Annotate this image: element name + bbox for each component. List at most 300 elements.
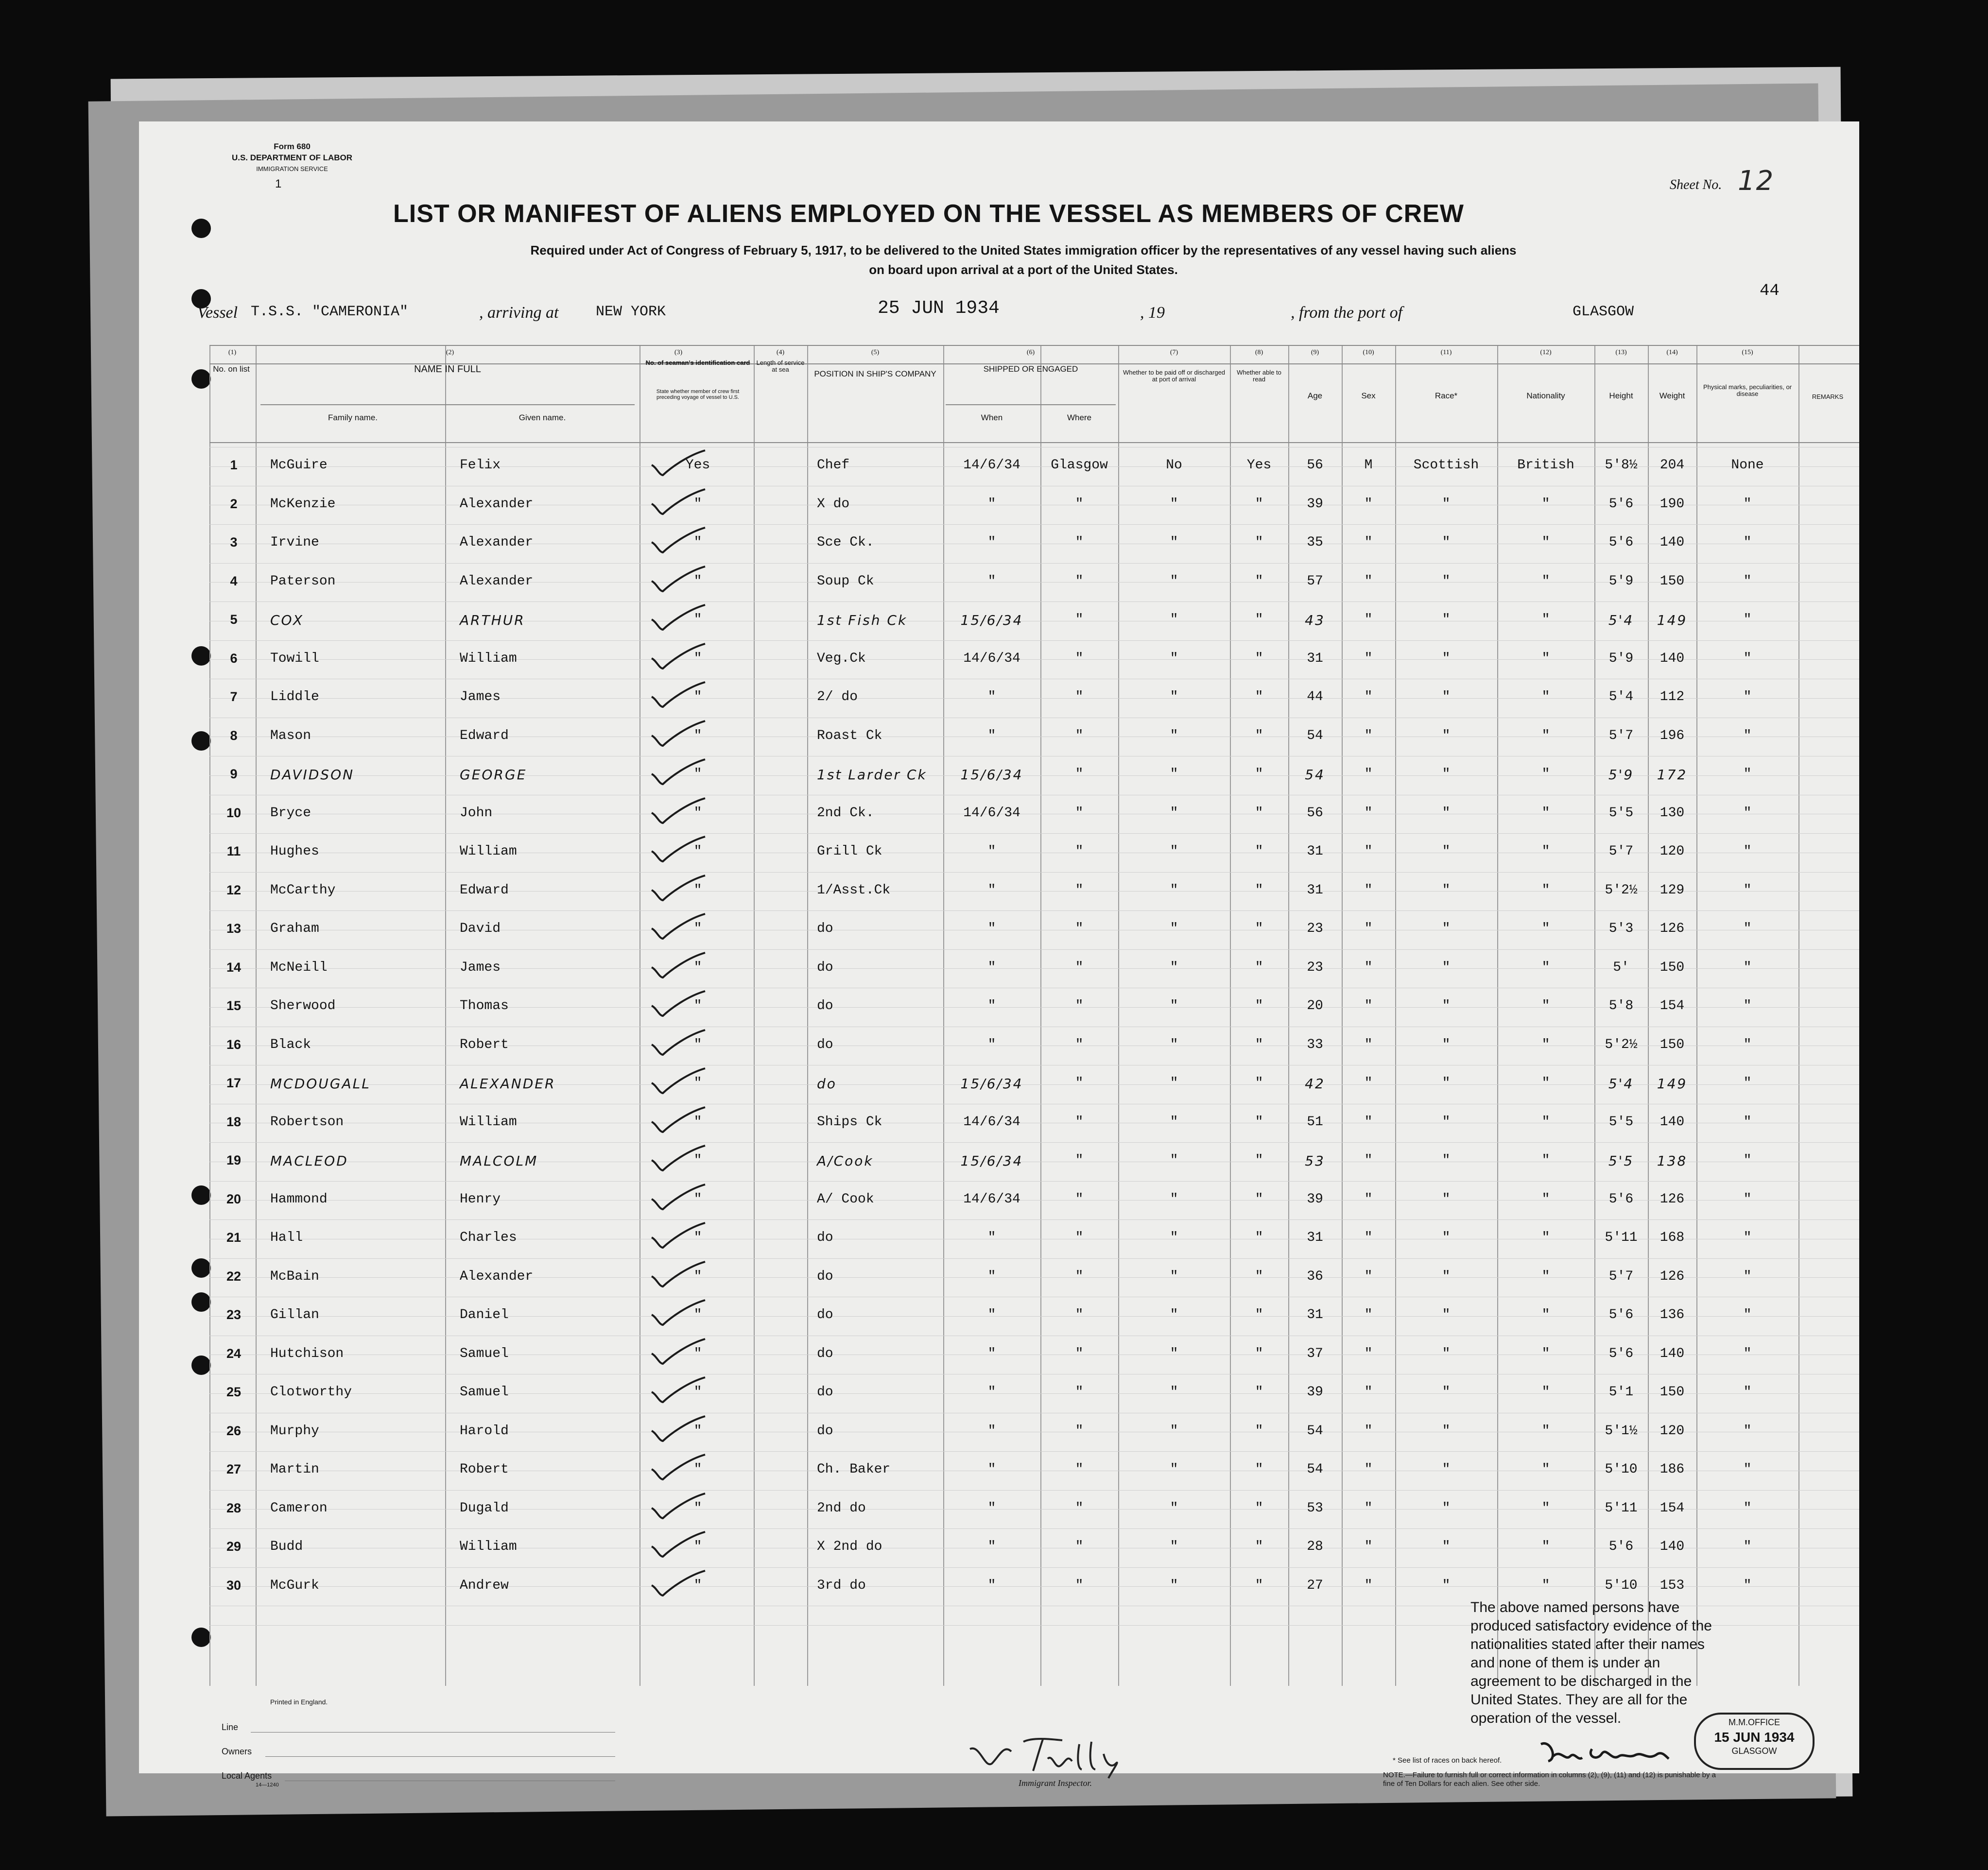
height-cell: 5'6 (1608, 496, 1634, 512)
where-cell: " (1075, 1578, 1084, 1593)
nationality-statement: The above named persons have produced satisfactory evidence of the nationalities stated after their names and none of them is under an agreement to be discharged in the United States. They are all for the operation of the vessel. (1470, 1599, 1712, 1726)
header-given-name: Given name. (519, 413, 566, 422)
line-label: Line (222, 1722, 239, 1732)
given-name-cell: William (460, 1114, 517, 1130)
sex-cell: " (1364, 1076, 1373, 1091)
where-cell: " (1075, 921, 1084, 936)
weight-cell: 140 (1660, 651, 1685, 666)
given-name-cell: Samuel (460, 1346, 509, 1361)
corner-number: 44 (1760, 282, 1780, 300)
card-cell: Yes (685, 458, 710, 473)
card-cell: " (693, 1423, 702, 1439)
paid-off-cell: " (1170, 496, 1178, 512)
race-cell: " (1442, 1307, 1451, 1322)
race-cell: " (1442, 1462, 1451, 1477)
check-mark-icon (649, 873, 708, 902)
sex-cell: " (1364, 1114, 1373, 1130)
age-cell: 54 (1307, 1423, 1323, 1439)
check-mark-icon (649, 989, 708, 1018)
nationality-cell: " (1541, 1578, 1550, 1593)
when-cell: " (987, 1500, 996, 1516)
read-cell: " (1255, 1153, 1263, 1168)
row-number: 18 (226, 1114, 242, 1129)
where-cell: " (1075, 1462, 1084, 1477)
check-mark-icon (649, 1375, 708, 1404)
family-name-cell: Clotworthy (270, 1385, 352, 1400)
race-cell: " (1442, 844, 1451, 859)
column-rule (1342, 345, 1343, 1686)
where-cell: " (1075, 1423, 1084, 1439)
race-cell: " (1442, 1076, 1451, 1091)
family-name-cell: Cameron (270, 1500, 328, 1516)
age-cell: 31 (1307, 651, 1323, 666)
when-cell: " (987, 1346, 996, 1361)
marks-cell: " (1743, 1153, 1752, 1168)
weight-cell: 140 (1660, 1346, 1685, 1361)
paid-off-cell: " (1170, 1153, 1178, 1168)
read-cell: " (1255, 1191, 1263, 1207)
position-cell: do (817, 1346, 833, 1361)
where-cell: " (1075, 1500, 1084, 1516)
row-number: 24 (226, 1346, 242, 1361)
sex-cell: " (1364, 1423, 1373, 1439)
weight-cell: 186 (1660, 1462, 1685, 1477)
header-physical-marks: Physical marks, peculiarities, or disease (1703, 383, 1792, 397)
nationality-cell: " (1541, 1076, 1550, 1091)
paid-off-cell: " (1170, 1578, 1178, 1593)
paid-off-cell: " (1170, 1307, 1178, 1322)
where-cell: " (1075, 1191, 1084, 1207)
column-number: (7) (1170, 349, 1178, 356)
weight-cell: 153 (1660, 1578, 1685, 1593)
weight-cell: 149 (1657, 612, 1688, 628)
height-cell: 5'11 (1605, 1230, 1638, 1245)
age-cell: 43 (1305, 612, 1325, 628)
when-cell: " (987, 998, 996, 1013)
marks-cell: " (1743, 998, 1752, 1013)
row-number: 23 (226, 1307, 242, 1322)
family-name-cell: McBain (270, 1269, 319, 1284)
when-cell: " (987, 1307, 996, 1322)
row-number: 8 (230, 728, 238, 743)
family-name-cell: Hall (270, 1230, 303, 1245)
card-cell: " (693, 1539, 702, 1554)
header-no-on-list: No. on list (213, 364, 250, 374)
check-mark-icon (649, 525, 708, 554)
sex-cell: " (1364, 1346, 1373, 1361)
arriving-label: , arriving at (479, 304, 559, 322)
nationality-cell: " (1541, 496, 1550, 512)
nationality-cell: " (1541, 998, 1550, 1013)
position-cell: 1/Asst.Ck (817, 882, 891, 898)
header-position: POSITION IN SHIP'S COMPANY (814, 369, 936, 378)
row-rule (209, 910, 1859, 911)
given-name-cell: Alexander (460, 535, 534, 550)
position-cell: do (817, 1269, 833, 1284)
race-cell: " (1442, 1191, 1451, 1207)
where-cell: Glasgow (1051, 458, 1108, 473)
weight-cell: 168 (1660, 1230, 1685, 1245)
check-mark-icon (649, 487, 708, 516)
marks-cell: " (1743, 728, 1752, 743)
card-cell: " (693, 1076, 702, 1091)
marks-cell: " (1743, 1076, 1752, 1091)
column-rule (1040, 345, 1041, 1686)
sex-cell: " (1364, 535, 1373, 550)
paid-off-cell: " (1170, 1076, 1178, 1091)
when-cell: " (987, 496, 996, 512)
paid-off-cell: " (1170, 573, 1178, 589)
subtitle-line-1: Required under Act of Congress of February 5, 1917, to be delivered to the United States immigration officer by the representatives of any vessel having such aliens (530, 243, 1517, 257)
when-cell: " (987, 1578, 996, 1593)
when-cell: 15/6/34 (960, 767, 1023, 783)
family-name-cell: Murphy (270, 1423, 319, 1439)
when-cell: " (987, 1539, 996, 1554)
marks-cell: " (1743, 573, 1752, 589)
card-cell: " (693, 689, 702, 704)
position-cell: 2/ do (817, 689, 858, 704)
age-cell: 54 (1307, 728, 1323, 743)
row-number: 28 (226, 1500, 242, 1515)
weight-cell: 126 (1660, 1191, 1685, 1207)
race-cell: " (1442, 1500, 1451, 1516)
column-rule (1230, 345, 1231, 1686)
vessel-label: Vessel (197, 304, 238, 322)
family-name-cell: Budd (270, 1539, 303, 1554)
age-cell: 39 (1307, 1191, 1323, 1207)
position-cell: do (817, 960, 833, 975)
nationality-cell: British (1517, 458, 1574, 473)
marks-cell: " (1743, 689, 1752, 704)
races-footnote: * See list of races on back hereof. (1393, 1756, 1502, 1765)
card-cell: " (693, 1269, 702, 1284)
read-cell: " (1255, 1423, 1263, 1439)
card-cell: " (693, 998, 702, 1013)
family-name-cell: McNeill (270, 960, 328, 975)
family-name-cell: McKenzie (270, 496, 336, 512)
nationality-cell: " (1541, 689, 1550, 704)
race-cell: Scottish (1413, 458, 1479, 473)
height-cell: 5'1½ (1605, 1423, 1638, 1439)
row-number: 15 (226, 998, 242, 1013)
nationality-cell: " (1541, 1346, 1550, 1361)
given-name-cell: John (460, 805, 493, 821)
given-name-cell: Daniel (460, 1307, 509, 1322)
card-cell: " (693, 1153, 702, 1168)
sex-cell: " (1364, 1385, 1373, 1400)
read-cell: " (1255, 1500, 1263, 1516)
form-number: Form 680 (274, 142, 311, 151)
nationality-cell: " (1541, 1037, 1550, 1052)
where-cell: " (1075, 1269, 1084, 1284)
given-name-cell: ARTHUR (460, 612, 525, 628)
family-name-cell: Hughes (270, 844, 319, 859)
nationality-cell: " (1541, 1269, 1550, 1284)
marks-cell: " (1743, 960, 1752, 975)
height-cell: 5'4 (1608, 612, 1634, 628)
read-cell: " (1255, 496, 1263, 512)
paid-off-cell: " (1170, 1423, 1178, 1439)
from-port-label: , from the port of (1291, 304, 1403, 322)
age-cell: 53 (1305, 1153, 1325, 1169)
column-number: (11) (1440, 349, 1452, 356)
when-cell: " (987, 689, 996, 704)
sex-cell: " (1364, 651, 1373, 666)
race-cell: " (1442, 921, 1451, 936)
paid-off-cell: No (1166, 458, 1182, 473)
where-cell: " (1075, 612, 1084, 627)
family-name-cell: Towill (270, 651, 319, 666)
marks-cell: " (1743, 805, 1752, 821)
weight-cell: 120 (1660, 1423, 1685, 1439)
given-name-cell: Edward (460, 882, 509, 898)
column-rule (1594, 345, 1595, 1686)
position-cell: X do (817, 496, 850, 512)
where-cell: " (1075, 689, 1084, 704)
weight-cell: 150 (1660, 960, 1685, 975)
row-number: 10 (226, 805, 242, 820)
age-cell: 31 (1307, 882, 1323, 898)
column-rule (943, 345, 944, 1686)
read-cell: " (1255, 960, 1263, 975)
column-rule (807, 345, 808, 1686)
marks-cell: " (1743, 651, 1752, 666)
card-cell: " (693, 882, 702, 898)
when-cell: " (987, 535, 996, 550)
age-cell: 23 (1307, 921, 1323, 936)
check-mark-icon (649, 1452, 708, 1481)
paid-off-cell: " (1170, 882, 1178, 898)
paid-off-cell: " (1170, 1539, 1178, 1554)
height-cell: 5'11 (1605, 1500, 1638, 1516)
race-cell: " (1442, 1346, 1451, 1361)
service-name: IMMIGRATION SERVICE (256, 165, 328, 172)
race-cell: " (1442, 1153, 1451, 1168)
marks-cell: " (1743, 1578, 1752, 1593)
column-rule (754, 345, 755, 1686)
height-cell: 5'2½ (1605, 882, 1638, 898)
marks-cell: " (1743, 496, 1752, 512)
given-name-cell: Charles (460, 1230, 517, 1245)
marks-cell: " (1743, 1500, 1752, 1516)
weight-cell: 140 (1660, 1539, 1685, 1554)
check-mark-icon (649, 641, 708, 670)
family-name-cell: Graham (270, 921, 319, 936)
read-cell: " (1255, 689, 1263, 704)
nationality-cell: " (1541, 1423, 1550, 1439)
read-cell: " (1255, 728, 1263, 743)
when-cell: " (987, 1462, 996, 1477)
age-cell: 57 (1307, 573, 1323, 589)
paid-off-cell: " (1170, 998, 1178, 1013)
read-cell: " (1255, 1230, 1263, 1245)
row-rule (209, 949, 1859, 950)
form-code: 14—1240 (256, 1782, 279, 1788)
year-label: , 19 (1140, 304, 1165, 322)
read-cell: " (1255, 767, 1263, 782)
when-cell: 15/6/34 (960, 1153, 1023, 1169)
sex-cell: " (1364, 882, 1373, 898)
card-cell: " (693, 767, 702, 782)
nationality-cell: " (1541, 535, 1550, 550)
height-cell: 5'6 (1608, 1307, 1634, 1322)
sex-cell: " (1364, 844, 1373, 859)
row-number: 9 (230, 767, 238, 781)
race-cell: " (1442, 728, 1451, 743)
sex-cell: " (1364, 960, 1373, 975)
height-cell: 5'5 (1608, 1114, 1634, 1130)
given-name-cell: James (460, 960, 501, 975)
where-cell: " (1075, 573, 1084, 589)
position-cell: do (817, 1307, 833, 1322)
card-cell: " (693, 1385, 702, 1400)
read-cell: " (1255, 921, 1263, 936)
age-cell: 39 (1307, 1385, 1323, 1400)
sheet-label: Sheet No. (1670, 177, 1722, 192)
check-mark-icon (649, 834, 708, 863)
age-cell: 54 (1305, 767, 1325, 783)
when-cell: 15/6/34 (960, 1076, 1023, 1092)
sex-cell: " (1364, 496, 1373, 512)
column-number: (4) (776, 349, 785, 356)
where-cell: " (1075, 1153, 1084, 1168)
height-cell: 5' (1613, 960, 1629, 975)
marks-cell: None (1731, 458, 1764, 473)
position-cell: do (817, 1076, 837, 1092)
paid-off-cell: " (1170, 1346, 1178, 1361)
given-name-cell: Felix (460, 458, 501, 473)
where-cell: " (1075, 535, 1084, 550)
paid-off-cell: " (1170, 767, 1178, 782)
age-cell: 56 (1307, 805, 1323, 821)
weight-cell: 126 (1660, 1269, 1685, 1284)
nationality-cell: " (1541, 767, 1550, 782)
nationality-cell: " (1541, 960, 1550, 975)
read-cell: " (1255, 805, 1263, 821)
row-number: 30 (226, 1578, 242, 1593)
height-cell: 5'5 (1608, 1153, 1634, 1169)
weight-cell: 120 (1660, 844, 1685, 859)
weight-cell: 190 (1660, 496, 1685, 512)
weight-cell: 140 (1660, 535, 1685, 550)
when-cell: " (987, 573, 996, 589)
card-cell: " (693, 805, 702, 821)
when-cell: " (987, 1385, 996, 1400)
marks-cell: " (1743, 1462, 1752, 1477)
read-cell: Yes (1246, 458, 1272, 473)
nationality-cell: " (1541, 1385, 1550, 1400)
sex-cell: " (1364, 1462, 1373, 1477)
sex-cell: " (1364, 689, 1373, 704)
column-number: (2) (446, 349, 454, 356)
age-cell: 31 (1307, 844, 1323, 859)
sex-cell: " (1364, 767, 1373, 782)
position-cell: Chef (817, 458, 850, 473)
header-family-name: Family name. (328, 413, 378, 422)
column-number: (5) (871, 349, 880, 356)
given-name-cell: Dugald (460, 1500, 509, 1516)
check-mark-icon (649, 564, 708, 593)
column-rule (1696, 345, 1697, 1686)
weight-cell: 150 (1660, 1037, 1685, 1052)
column-rule (1288, 345, 1289, 1686)
manifest-table (139, 345, 1859, 1710)
row-rule (209, 1490, 1859, 1491)
row-rule (209, 1142, 1859, 1143)
read-cell: " (1255, 1307, 1263, 1322)
paid-off-cell: " (1170, 535, 1178, 550)
header-rule (209, 442, 1859, 443)
given-name-cell: David (460, 921, 501, 936)
when-cell: " (987, 844, 996, 859)
column-number: (1) (228, 349, 237, 356)
marks-cell: " (1743, 1385, 1752, 1400)
sex-cell: " (1364, 728, 1373, 743)
check-mark-icon (649, 602, 708, 632)
row-number: 17 (226, 1076, 242, 1090)
when-cell: " (987, 1037, 996, 1052)
card-cell: " (693, 1230, 702, 1245)
position-cell: A/Cook (817, 1153, 874, 1169)
race-cell: " (1442, 651, 1451, 666)
header-nationality: Nationality (1526, 391, 1565, 400)
when-cell: 14/6/34 (963, 805, 1020, 821)
when-cell: " (987, 1230, 996, 1245)
position-cell: Ships Ck (817, 1114, 882, 1130)
given-name-cell: GEORGE (460, 767, 527, 783)
age-cell: 56 (1307, 458, 1323, 473)
paid-off-cell: " (1170, 921, 1178, 936)
owners-field (265, 1756, 615, 1757)
when-cell: " (987, 921, 996, 936)
nationality-cell: " (1541, 1230, 1550, 1245)
when-cell: " (987, 960, 996, 975)
sheet-number: 12 (1738, 165, 1775, 197)
check-mark-icon (649, 680, 708, 709)
given-name-cell: ALEXANDER (460, 1076, 556, 1092)
read-cell: " (1255, 1114, 1263, 1130)
height-cell: 5'9 (1608, 767, 1634, 783)
master-signature (1539, 1734, 1670, 1768)
check-mark-icon (649, 1028, 708, 1057)
row-rule (209, 1567, 1859, 1568)
given-name-cell: Alexander (460, 573, 534, 589)
position-cell: X 2nd do (817, 1539, 882, 1554)
given-name-cell: Samuel (460, 1385, 509, 1400)
row-rule (209, 640, 1859, 641)
header-paid-off: Whether to be paid off or discharged at port of arrival (1123, 369, 1226, 383)
race-cell: " (1442, 1539, 1451, 1554)
given-name-cell: Andrew (460, 1578, 509, 1593)
header-sex: Sex (1361, 391, 1376, 400)
sex-cell: " (1364, 1037, 1373, 1052)
weight-cell: 204 (1660, 458, 1685, 473)
check-mark-icon (649, 1491, 708, 1520)
weight-cell: 129 (1660, 882, 1685, 898)
paid-off-cell: " (1170, 1191, 1178, 1207)
family-name-cell: DAVIDSON (270, 767, 355, 783)
family-name-cell: COX (270, 612, 304, 628)
age-cell: 51 (1307, 1114, 1323, 1130)
family-name-cell: Sherwood (270, 998, 336, 1013)
given-name-cell: James (460, 689, 501, 704)
line-field (251, 1732, 615, 1733)
sex-cell: " (1364, 1578, 1373, 1593)
sex-cell: " (1364, 573, 1373, 589)
card-cell: " (693, 1578, 702, 1593)
family-name-cell: MACLEOD (270, 1153, 348, 1169)
card-cell: " (693, 496, 702, 512)
